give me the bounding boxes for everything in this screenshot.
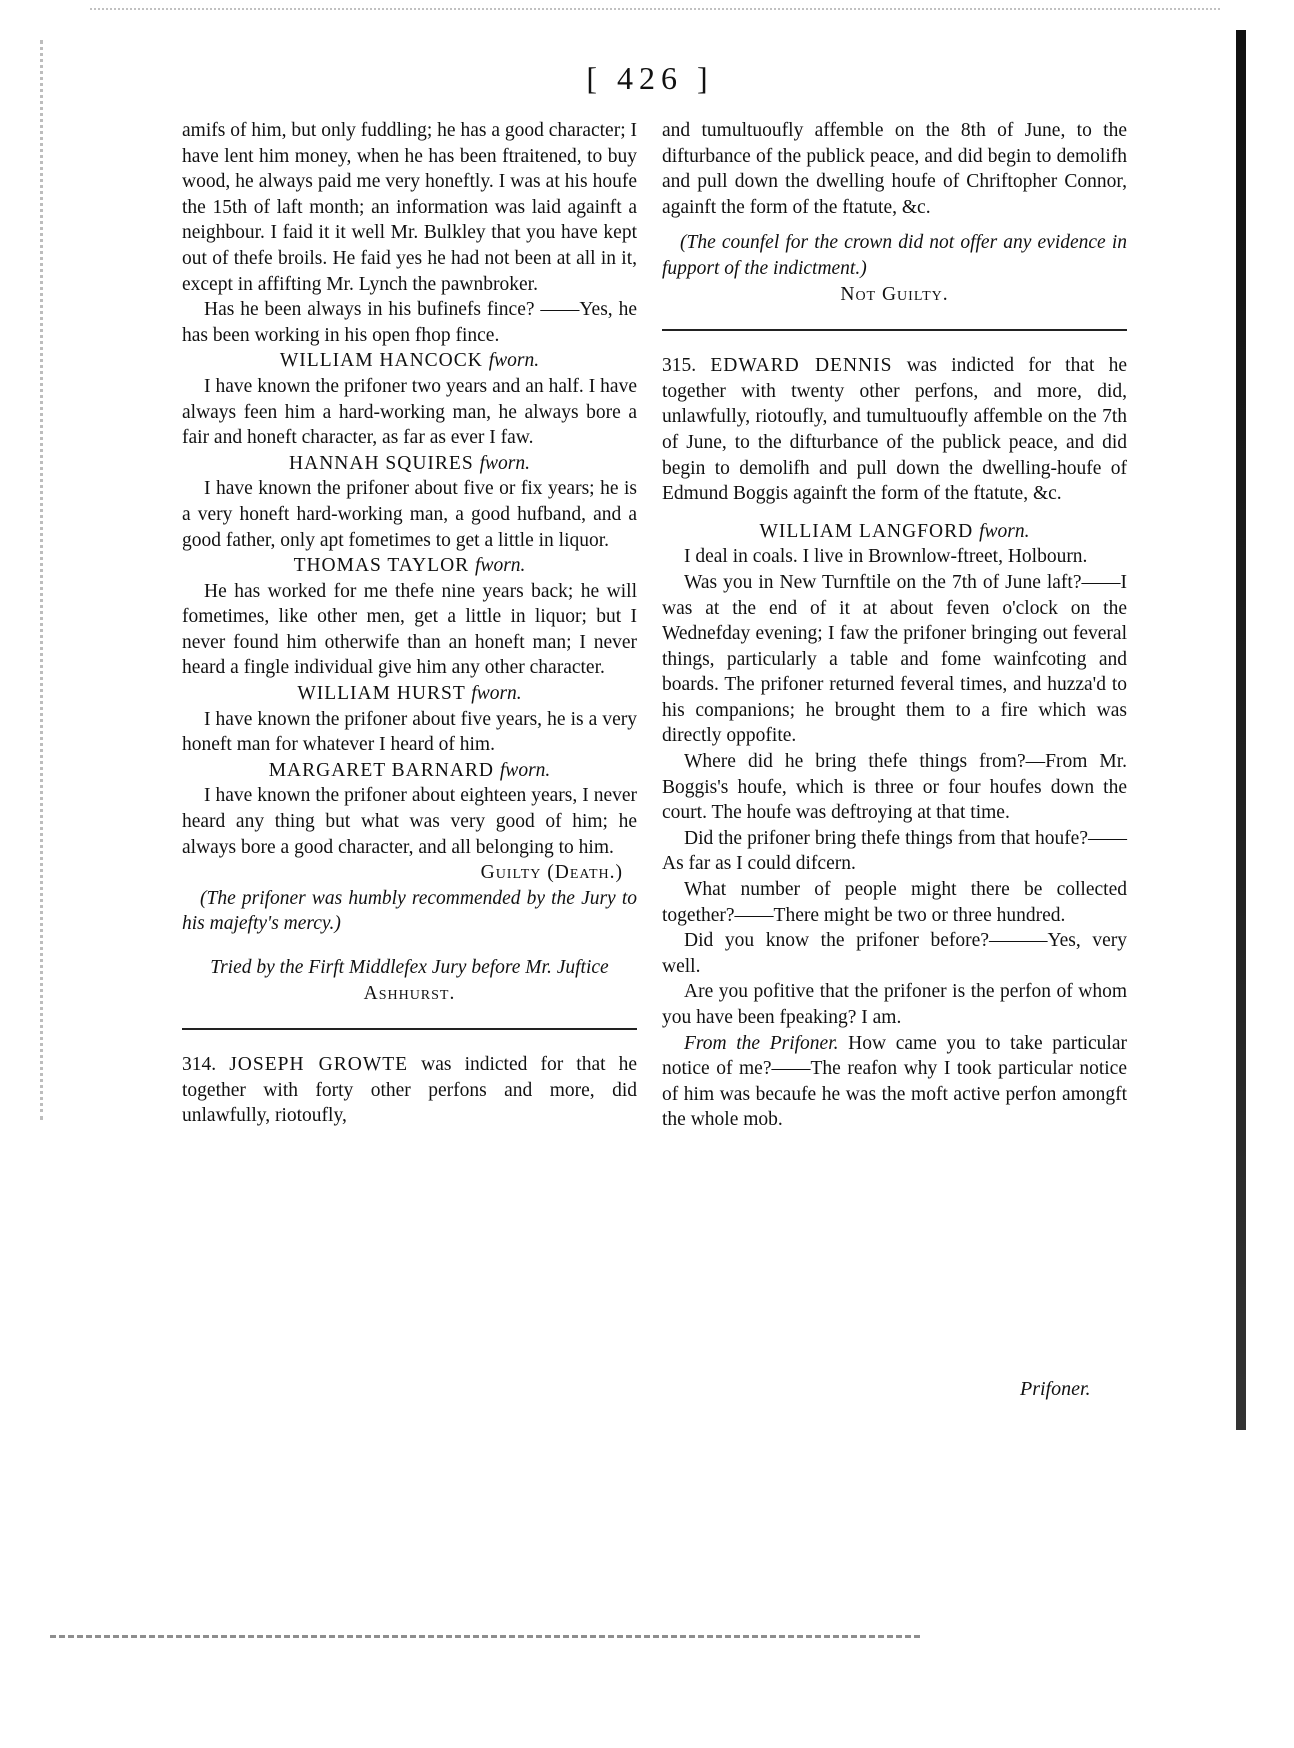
witness-heading [182,681,637,707]
witness-name: WILLIAM LANGFORD [759,520,974,542]
witness-name: THOMAS TAYLOR [293,555,470,577]
section-divider [662,329,1127,331]
case-number: 314. [182,1054,217,1076]
left-column [182,118,637,1129]
recommendation-note: (The prifoner was humbly recommended by the Jury to his majefty's mercy.) [182,887,637,935]
witness-name: HANNAH SQUIRES [289,452,474,474]
speaker-label: From the Prifoner. [684,1032,839,1054]
testimony-text: How came you to take particular notice of me?——The reafon why I took particular notice of him was becaufe he was the moft active perfon amongft the whole mob. [662,1032,1127,1131]
case-number: 315. [662,355,697,377]
case-heading [662,353,1127,507]
sworn-label: fworn. [479,452,530,474]
case-heading [182,1052,637,1129]
sworn-label: fworn. [488,350,540,372]
witness-heading [662,519,1127,545]
counsel-note: (The counfel for the crown did not offer any evidence in fupport of the indictment.) [662,232,1127,279]
verdict: Guilty (Death.) [480,862,623,884]
sworn-label: fworn. [475,555,526,577]
scan-bottom-edge [50,1635,920,1642]
witness-name: MARGARET BARNARD [268,759,495,781]
testimony: Are you pofitive that the prifoner is the perfon of whom you have been fpeaking? I am. [662,981,1127,1028]
testimony: I have known the prifoner two years and an half. I have always feen him a hard-working man, he always bore a fair and honeft character, as far as ever I faw. [182,375,637,449]
testimony: Was you in New Turnftile on the 7th of June laft?——I was at the end of it at about feven o'clock on the Wednefday evening; I faw the prifoner bringing out feveral things, particularly a table and fome wainfcoting and boards. The prifoner returned feveral times, and huzza'd to his companions; he brought them to a fire which was directly oppofite. [662,571,1127,747]
testimony: I deal in coals. I live in Brownlow-ftreet, Holbourn. [684,546,1088,568]
judge-name: Ashhurst. [363,982,456,1004]
witness-heading [182,553,637,579]
sworn-label: fworn. [979,520,1030,542]
testimony [662,1031,1127,1133]
testimony: I have known the prifoner about five years, he is a very honeft man for whatever I heard of him. [182,708,637,756]
sworn-label: fworn. [499,759,551,781]
defendant-name: EDWARD DENNIS [710,355,893,377]
witness-name: WILLIAM HURST [297,683,466,705]
trial-text: Tried by the Firft Middlefex Jury before Mr. Juftice [210,957,609,978]
defendant-name: JOSEPH GROWTE [229,1054,409,1076]
paragraph: Has he been always in his bufinefs fince? ——Yes, he has been working in his open fhop fince. [182,299,637,346]
testimony: I have known the prifoner about five or fix years; he is a very honeft hard-working man, a good hufband, and a good father, only apt fometimes to get a little in liquor. [182,478,637,551]
testimony: He has worked for me thefe nine years back; he will fometimes, like other men, get a little in liquor; but I never found him otherwife than an honeft man; I never heard a fingle individual give him any other character. [182,580,637,679]
scan-top-edge [90,8,1220,16]
sworn-label: fworn. [471,683,522,705]
witness-heading [182,451,637,477]
trial-note [182,955,637,1006]
scan-left-margin-marks [40,40,73,1120]
indictment-text: was indicted for that he together with twenty other perfons, and more, did, unlawfully, riotoufly, and tumultuoufly affemble on the 7th of June, to the difturbance of the publick peace, and did begin to demolifh and pull down the dwelling-houfe of Edmund Boggis againft the form of the ftatute, &c. [662,355,1128,505]
verdict: Not Guilty. [840,283,949,305]
witness-name: WILLIAM HANCOCK [279,350,483,372]
paragraph: amifs of him, but only fuddling; he has a good character; I have lent him money, when he has been ftraitened, to buy wood, he always paid me very honeftly. I was at his houfe the 15th of laft month; an information was laid againft a neighbour. I faid it it well Mr. Bulkley that you have kept out of thefe broils. He faid yes he had not been at all in it, except in affifting Mr. Lynch the pawnbroker. [182,120,637,295]
witness-heading [182,348,637,374]
testimony: Did the prifoner bring thefe things from that houfe?——As far as I could difcern. [662,827,1127,875]
section-divider [182,1028,637,1030]
witness-heading [182,758,637,784]
scan-right-binding-shadow [1236,30,1246,1430]
testimony: What number of people might there be collected together?——There might be two or three hundred. [662,879,1127,926]
right-column [662,118,1127,1133]
page-number: [ 426 ] [586,60,714,96]
indictment-text: was indicted for that he together with forty other perfons and more, did unlawfully, riotoufly, [182,1054,638,1127]
catchword: Prifoner. [1020,1378,1091,1400]
testimony: Where did he bring thefe things from?—From Mr. Boggis's houfe, which is three or four houfes down the court. The houfe was deftroying at that time. [662,751,1127,824]
paragraph: and tumultuoufly affemble on the 8th of June, to the difturbance of the publick peace, and did begin to demolifh and pull down the dwelling houfe of Chriftopher Connor, againft the form of the ftatute, &c. [662,120,1127,218]
testimony: I have known the prifoner about eighteen years, I never heard any thing but what was very good of him; he always bore a good character, and all belonging to him. [182,785,637,858]
testimony: Did you know the prifoner before?———Yes, very well. [662,930,1127,977]
